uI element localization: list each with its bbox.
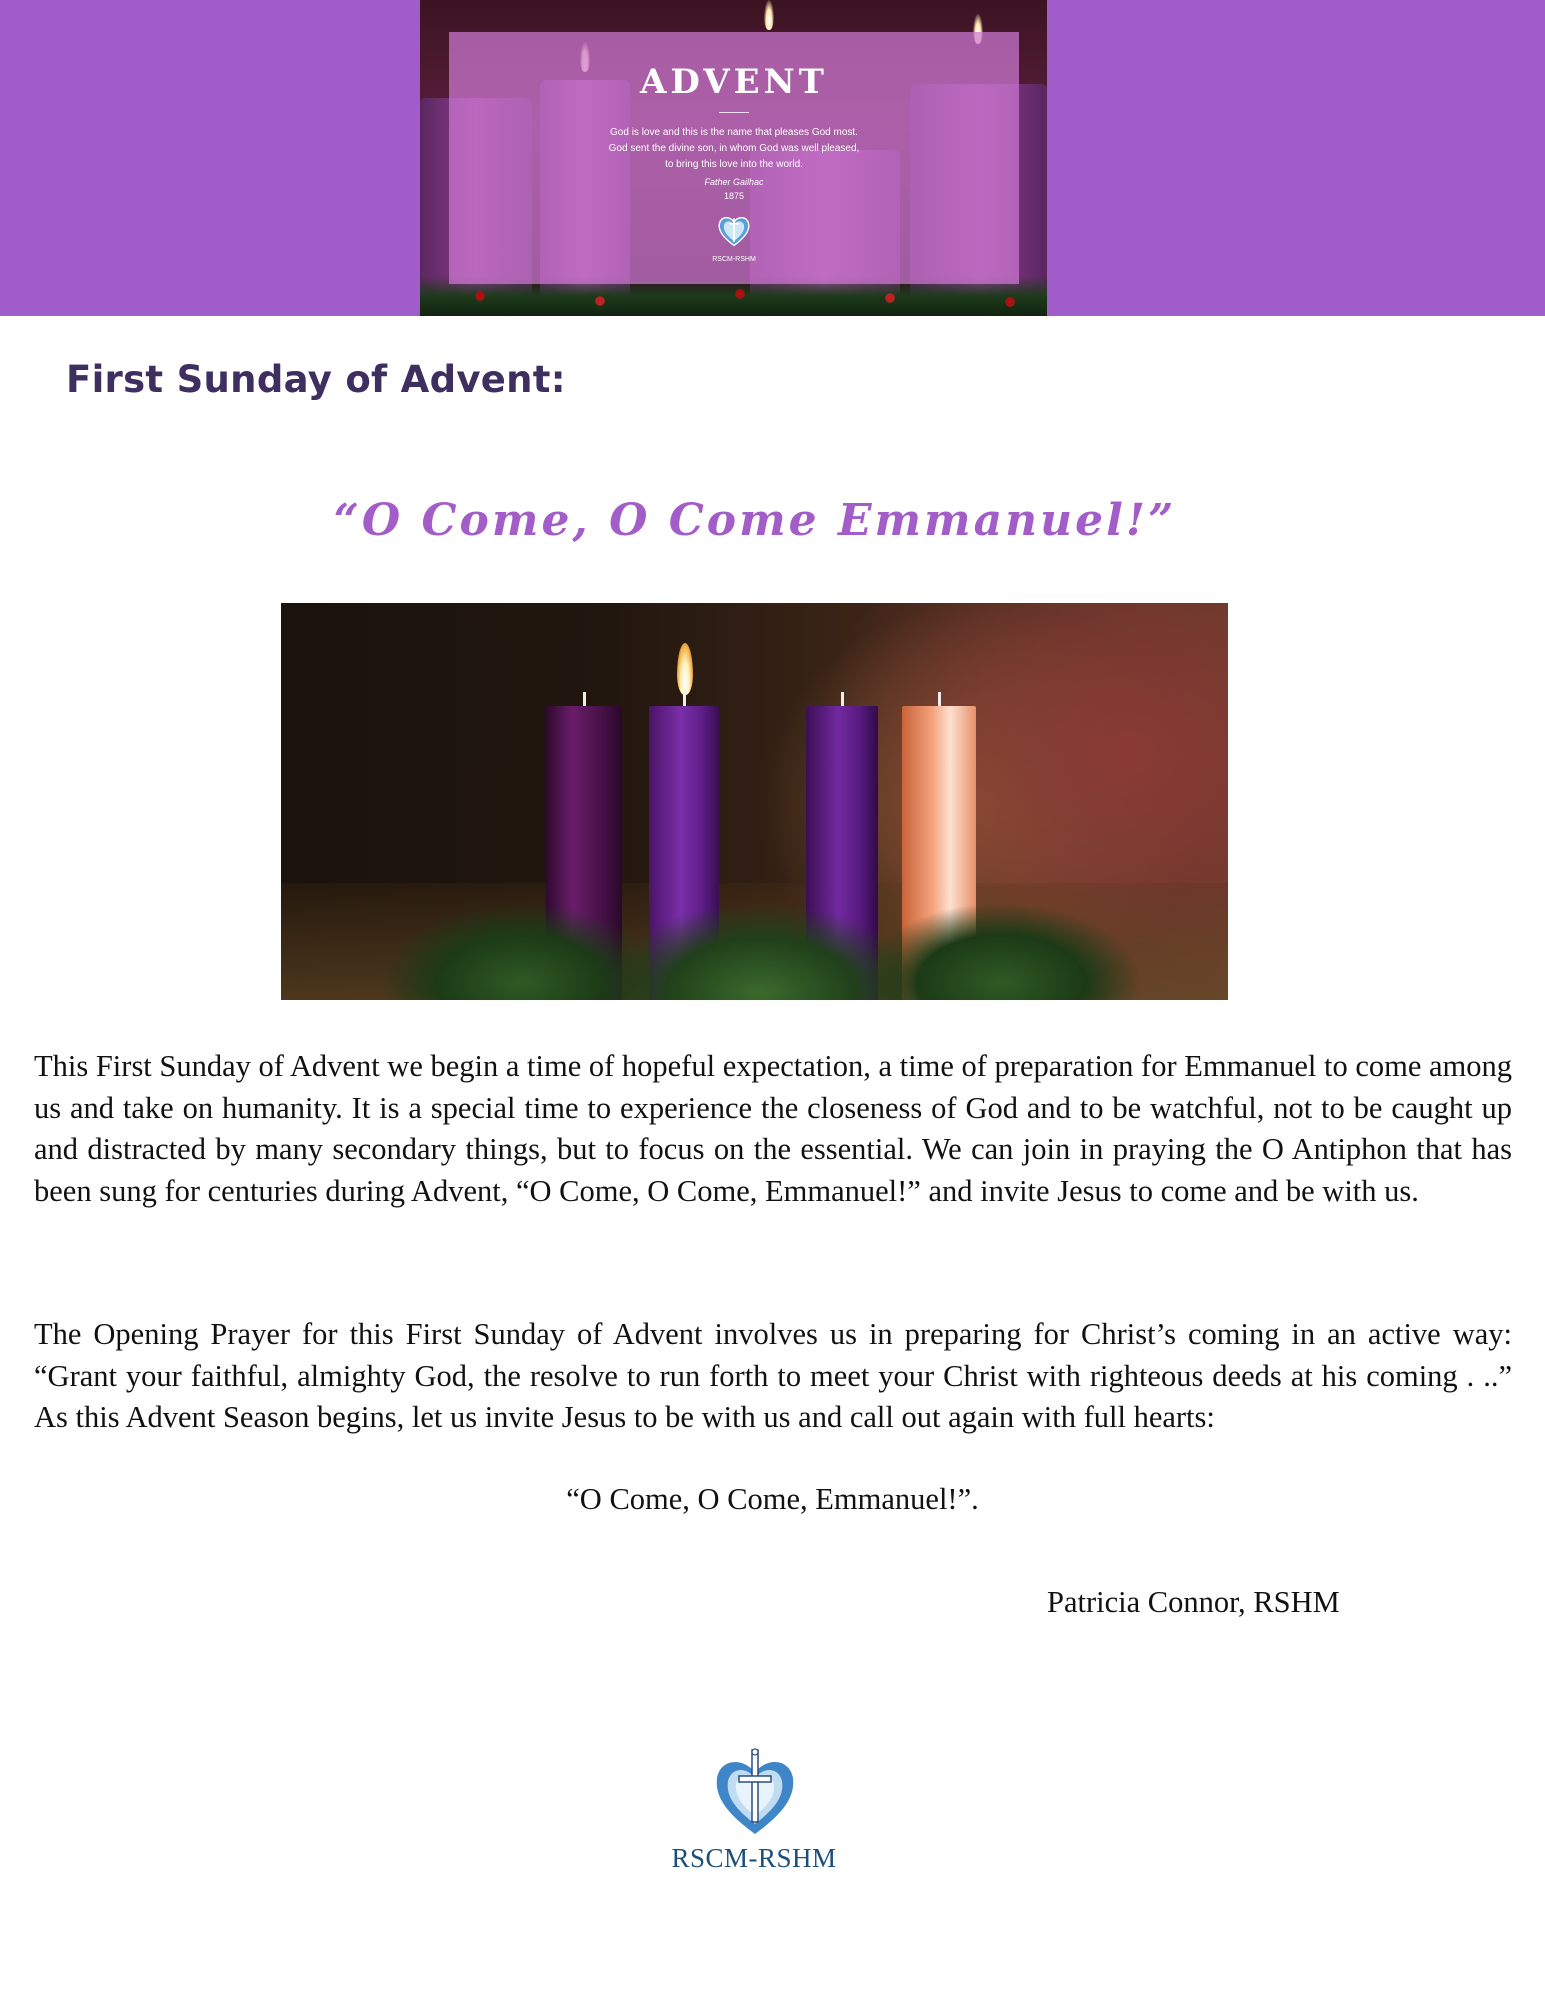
quote-title: “O Come, O Come Emmanuel!” — [333, 495, 1177, 546]
refrain-line: “O Come, O Come, Emmanuel!”. — [566, 1482, 979, 1516]
author-signature: Patricia Connor, RSHM — [1047, 1585, 1340, 1619]
advent-banner-image — [420, 0, 1047, 316]
candle-flame — [677, 643, 693, 695]
body-paragraph: The Opening Prayer for this First Sunday of Advent involves us in preparing for Christ’s coming in an active way: “Grant your faithful, almighty God, the resolve to run forth to meet your Christ with righteous deeds at his coming . ..” As this Advent Season begins, let us invite Jesus to be with us and call out again with full hearts: — [34, 1317, 1512, 1434]
evergreen-branches — [341, 863, 1161, 1000]
body-paragraph: This First Sunday of Advent we begin a time of hopeful expectation, a time of preparation for Emmanuel to come among us and take on humanity. It is a special time to experience the closeness of God and to be watchful, not to be caught up and distracted by many secondary things, but to focus on the essential. We can join in praying the O Antiphon that has been sung for centuries during Advent, “O Come, O Come, Emmanuel!” and invite Jesus to come and be with us. — [34, 1049, 1513, 1208]
page-title: First Sunday of Advent: — [66, 358, 566, 401]
candle-wick — [583, 692, 586, 706]
advent-quote-card — [449, 32, 1019, 284]
card-quote-line: God sent the divine son, in whom God was well pleased, — [608, 143, 860, 154]
advent-card-title: ADVENT — [640, 62, 828, 102]
header-banner — [0, 0, 1545, 316]
card-quote-year: 1875 — [723, 191, 745, 201]
divider — [719, 112, 749, 113]
candle-wick — [841, 692, 844, 706]
rscm-rshm-logo-icon — [711, 1746, 799, 1838]
candle-wick — [938, 692, 941, 706]
card-logo-text: RSCM-RSHM — [712, 256, 756, 263]
card-quote-line: God is love and this is the name that pleases God most. — [610, 127, 858, 138]
heart-cross-logo-icon — [716, 213, 752, 249]
advent-candles-photo — [281, 603, 1228, 1000]
banner-flame — [764, 0, 774, 30]
card-quote-line: to bring this love into the world. — [665, 159, 803, 170]
footer-organization-name: RSCM-RSHM — [671, 1843, 837, 1873]
card-quote-author: Father Gailhac — [704, 177, 764, 187]
